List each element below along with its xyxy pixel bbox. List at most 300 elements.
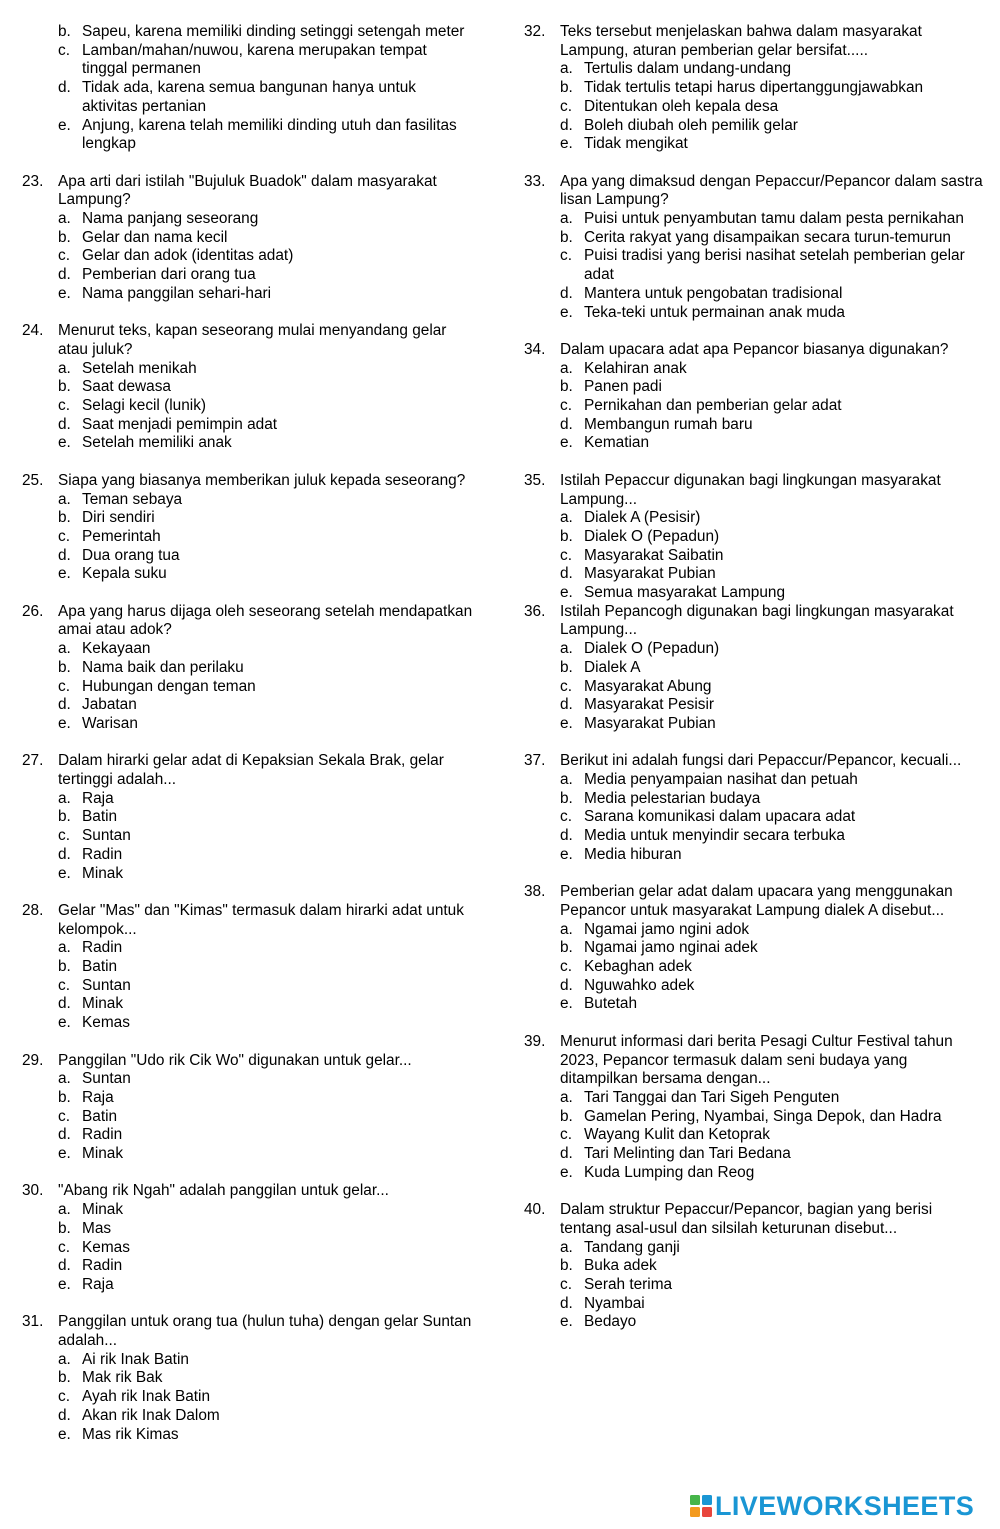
right-question-list [524,23,984,1332]
answer-option [524,977,984,996]
question-stem [524,341,984,360]
option-list [22,210,474,304]
answer-option [524,98,984,117]
option-letter: a. [560,359,573,377]
answer-option [22,285,474,304]
option-letter: e. [560,434,573,452]
question-text: "Abang rik Ngah" adalah panggilan untuk gelar... [58,1182,389,1200]
question-stem [524,883,984,920]
option-text: Pemberian dari orang tua [82,266,256,284]
option-letter: d. [58,79,71,97]
option-text: Kematian [584,434,650,452]
option-text: Kepala suku [82,565,167,583]
answer-option [22,640,474,659]
option-text: Masyarakat Saibatin [584,546,724,564]
answer-option [524,1108,984,1127]
option-text: Dialek O (Pepadun) [584,640,720,658]
answer-option [524,509,984,528]
option-text: Cerita rakyat yang disampaikan secara turun-temurun [584,228,951,246]
answer-option [524,79,984,98]
option-letter: e. [560,1313,573,1331]
carryover-option-list [22,23,474,154]
answer-option [22,416,474,435]
question-block [22,322,474,453]
option-letter: b. [560,228,573,246]
answer-option [22,434,474,453]
option-text: Suntan [82,827,131,845]
option-letter: d. [560,565,573,583]
option-letter: b. [560,658,573,676]
option-letter: b. [58,658,71,676]
answer-option [22,1145,474,1164]
question-stem [22,1313,474,1350]
answer-option [524,565,984,584]
option-letter: b. [58,958,71,976]
option-letter: e. [58,864,71,882]
answer-option [524,584,984,603]
question-block [524,603,984,734]
answer-option [22,565,474,584]
option-text: Raja [82,1088,114,1106]
option-letter: e. [560,303,573,321]
question-text: Apa arti dari istilah "Bujuluk Buadok" dalam masyarakat Lampung? [58,172,437,209]
answer-option [22,958,474,977]
answer-option [22,939,474,958]
option-text: Tidak mengikat [584,135,688,153]
answer-option [22,1089,474,1108]
option-letter: e. [58,434,71,452]
answer-option [22,790,474,809]
option-text: Pemerintah [82,527,161,545]
option-list [524,640,984,734]
option-letter: d. [58,546,71,564]
question-block [22,603,474,734]
option-list [524,771,984,865]
option-letter: a. [560,1088,573,1106]
question-text: Berikut ini adalah fungsi dari Pepaccur/Pepancor, kecuali... [560,752,962,770]
option-text: Ai rik Inak Batin [82,1350,189,1368]
question-number: 35. [524,471,546,489]
question-block [524,173,984,323]
question-block [524,23,984,154]
option-text: Media untuk menyindir secara terbuka [584,827,845,845]
option-letter: a. [58,789,71,807]
option-text: Pernikahan dan pemberian gelar adat [584,397,842,415]
option-letter: c. [560,247,572,265]
question-text: Menurut teks, kapan seseorang mulai menyandang gelar atau juluk? [58,322,447,358]
option-text: Selagi kecil (lunik) [82,397,207,415]
option-letter: e. [560,135,573,153]
answer-option [22,1407,474,1426]
question-block [524,1033,984,1183]
answer-option [524,1164,984,1183]
option-text: Media penyampaian nasihat dan petuah [584,771,858,789]
option-letter: c. [560,1126,572,1144]
question-stem [22,752,474,789]
question-text: Menurut informasi dari berita Pesagi Cultur Festival tahun 2023, Pepancor termasuk dalam seni budaya yang ditampilkan bersama dengan... [560,1032,953,1088]
option-text: Nguwahko adek [584,976,695,994]
answer-option [22,1126,474,1145]
option-letter: a. [560,509,573,527]
answer-option [524,229,984,248]
answer-option [524,846,984,865]
option-letter: e. [560,995,573,1013]
option-text: Ngamai jamo ngini adok [584,920,750,938]
option-list [524,1239,984,1333]
option-text: Anjung, karena telah memiliki dinding utuh dan fasilitas lengkap [82,116,457,153]
question-stem [22,472,474,491]
option-text: Lamban/mahan/nuwou, karena merupakan tempat tinggal permanen [82,41,427,78]
option-text: Mas [82,1219,112,1237]
question-block [22,1182,474,1294]
option-letter: e. [560,845,573,863]
question-stem [524,603,984,640]
option-letter: a. [58,1350,71,1368]
option-text: Minak [82,995,124,1013]
question-block [22,1052,474,1164]
option-list [22,939,474,1033]
option-letter: c. [58,397,70,415]
option-letter: c. [560,808,572,826]
question-text: Apa yang harus dijaga oleh seseorang setelah mendapatkan amai atau adok? [58,602,473,639]
option-text: Kuda Lumping dan Reog [584,1163,755,1181]
answer-option [524,304,984,323]
answer-option [22,1426,474,1445]
option-text: Dua orang tua [82,546,180,564]
option-letter: a. [560,210,573,228]
answer-option [524,659,984,678]
option-text: Tandang ganji [584,1238,680,1256]
answer-option [22,995,474,1014]
option-letter: c. [560,958,572,976]
option-text: Jabatan [82,696,137,714]
question-block [524,1201,984,1332]
question-stem [22,603,474,640]
answer-option [22,397,474,416]
option-letter: b. [58,378,71,396]
answer-option [524,1295,984,1314]
answer-option [22,378,474,397]
question-number: 31. [22,1313,44,1331]
option-letter: a. [560,1238,573,1256]
answer-option [524,210,984,229]
option-text: Akan rik Inak Dalom [82,1406,220,1424]
option-text: Sarana komunikasi dalam upacara adat [584,808,856,826]
answer-option [524,117,984,136]
question-stem [22,1052,474,1071]
option-text: Teka-teki untuk permainan anak muda [584,303,845,321]
question-number: 32. [524,23,546,40]
option-letter: a. [58,1201,71,1219]
option-text: Masyarakat Abung [584,677,712,695]
answer-option [22,117,474,154]
option-letter: b. [58,23,71,40]
answer-option [22,247,474,266]
brand-name: LIVEWORKSHEETS [715,1490,975,1521]
question-block [22,902,474,1033]
option-letter: d. [560,696,573,714]
option-letter: d. [560,284,573,302]
answer-option [22,1014,474,1033]
option-text: Media hiburan [584,845,682,863]
question-number: 34. [524,340,546,358]
answer-option [524,434,984,453]
answer-option [524,1276,984,1295]
answer-option [524,921,984,940]
question-block [524,752,984,864]
question-text: Istilah Pepancogh digunakan bagi lingkungan masyarakat Lampung... [560,602,954,639]
option-text: Puisi untuk penyambutan tamu dalam pesta pernikahan [584,210,964,228]
question-stem [524,173,984,210]
question-stem [524,472,984,509]
option-text: Ditentukan oleh kepala desa [584,97,779,115]
option-text: Gelar dan nama kecil [82,228,228,246]
option-list [22,790,474,884]
option-text: Dialek A [584,658,641,676]
option-letter: d. [560,1294,573,1312]
question-text: Apa yang dimaksud dengan Pepaccur/Pepancor dalam sastra lisan Lampung? [560,172,983,209]
answer-option [524,771,984,790]
answer-option [22,1351,474,1370]
option-letter: d. [58,995,71,1013]
question-stem [524,1033,984,1089]
option-text: Diri sendiri [82,509,155,527]
option-text: Gelar dan adok (identitas adat) [82,247,294,265]
answer-option [22,1257,474,1276]
question-number: 24. [22,322,44,340]
option-letter: d. [560,1145,573,1163]
answer-option [524,135,984,154]
answer-option [524,790,984,809]
option-letter: c. [58,527,70,545]
option-text: Raja [82,789,114,807]
answer-option [524,60,984,79]
option-letter: a. [560,771,573,789]
answer-option [22,547,474,566]
carryover-options [22,23,474,154]
question-block [524,883,984,1014]
option-letter: d. [58,415,71,433]
answer-option [22,266,474,285]
answer-option [22,1276,474,1295]
option-letter: c. [58,1107,70,1125]
option-text: Nyambai [584,1294,645,1312]
option-text: Raja [82,1275,114,1293]
option-letter: b. [58,228,71,246]
option-text: Buka adek [584,1257,657,1275]
option-letter: d. [58,696,71,714]
answer-option [524,827,984,846]
option-text: Nama panggilan sehari-hari [82,284,272,302]
option-letter: d. [560,116,573,134]
question-text: Panggilan "Udo rik Cik Wo" digunakan untuk gelar... [58,1051,412,1069]
option-letter: e. [560,1163,573,1181]
question-stem [22,322,474,359]
answer-option [524,808,984,827]
option-text: Masyarakat Pubian [584,714,716,732]
answer-option [22,659,474,678]
answer-option [22,1239,474,1258]
question-text: Istilah Pepaccur digunakan bagi lingkungan masyarakat Lampung... [560,471,941,508]
answer-option [22,678,474,697]
option-list [524,60,984,154]
option-letter: e. [58,1425,71,1443]
option-text: Batin [82,808,118,826]
option-letter: b. [560,79,573,97]
option-text: Kebaghan adek [584,958,692,976]
option-text: Tari Melinting dan Tari Bedana [584,1145,791,1163]
answer-option [22,977,474,996]
answer-option [524,378,984,397]
option-text: Membangun rumah baru [584,415,753,433]
option-text: Wayang Kulit dan Ketoprak [584,1126,770,1144]
option-text: Kelahiran anak [584,359,687,377]
option-text: Dialek O (Pepadun) [584,527,720,545]
option-text: Tidak tertulis tetapi harus dipertanggungjawabkan [584,79,924,97]
question-block [22,472,474,584]
answer-option [22,210,474,229]
option-list [524,509,984,603]
option-text: Warisan [82,714,138,732]
option-text: Kemas [82,1014,130,1032]
option-letter: e. [58,1014,71,1032]
answer-option [524,1126,984,1145]
option-letter: a. [58,210,71,228]
option-letter: b. [58,1088,71,1106]
answer-option [524,1145,984,1164]
question-block [22,752,474,883]
answer-option [22,79,474,116]
option-text: Hubungan dengan teman [82,677,256,695]
option-list [524,1089,984,1183]
option-text: Teman sebaya [82,490,183,508]
option-letter: c. [58,827,70,845]
question-number: 36. [524,602,546,620]
answer-option [22,715,474,734]
question-stem [22,902,474,939]
question-text: Dalam struktur Pepaccur/Pepancor, bagian yang berisi tentang asal-usul dan silsilah keturunan disebut... [560,1201,933,1237]
answer-option [22,1388,474,1407]
option-letter: d. [58,845,71,863]
question-block [22,1313,474,1444]
answer-option [524,958,984,977]
option-letter: a. [560,640,573,658]
option-text: Semua masyarakat Lampung [584,584,786,602]
answer-option [524,696,984,715]
option-text: Ngamai jamo nginai adek [584,939,758,957]
option-text: Radin [82,1126,123,1144]
option-text: Radin [82,845,123,863]
answer-option [524,416,984,435]
question-stem [524,23,984,60]
question-number: 37. [524,752,546,770]
option-text: Mak rik Bak [82,1369,163,1387]
option-letter: c. [560,1276,572,1293]
question-stem [524,1201,984,1238]
option-text: Tari Tanggai dan Tari Sigeh Penguten [584,1088,840,1106]
option-text: Minak [82,1201,124,1219]
option-text: Nama baik dan perilaku [82,658,244,676]
option-letter: a. [560,60,573,78]
right-column [524,23,984,1351]
option-letter: b. [560,1107,573,1125]
answer-option [22,808,474,827]
option-letter: b. [560,378,573,396]
option-text: Batin [82,1107,118,1125]
question-stem [22,1182,474,1201]
option-text: Nama panjang seseorang [82,210,259,228]
question-text: Pemberian gelar adat dalam upacara yang menggunakan Pepancor untuk masyarakat Lampung dialek A disebut... [560,883,953,919]
option-text: Batin [82,958,118,976]
option-list [524,210,984,322]
option-text: Bedayo [584,1313,637,1331]
option-text: Mas rik Kimas [82,1425,179,1443]
option-letter: d. [58,266,71,284]
option-text: Butetah [584,995,638,1013]
question-text: Teks tersebut menjelaskan bahwa dalam masyarakat Lampung, aturan pemberian gelar bersifat..... [560,23,922,59]
option-text: Sapeu, karena memiliki dinding setinggi setengah meter [82,23,465,40]
option-text: Suntan [82,976,131,994]
option-letter: c. [560,397,572,415]
option-letter: c. [58,976,70,994]
question-stem [22,173,474,210]
answer-option [524,1239,984,1258]
option-text: Kemas [82,1238,130,1256]
option-text: Masyarakat Pesisir [584,696,715,714]
option-letter: d. [560,976,573,994]
option-text: Tertulis dalam undang-undang [584,60,792,78]
option-letter: a. [58,939,71,957]
option-text: Saat dewasa [82,378,171,396]
option-text: Radin [82,1257,123,1275]
answer-option [22,229,474,248]
option-list [524,921,984,1015]
question-number: 39. [524,1032,546,1050]
answer-option [22,1070,474,1089]
option-letter: e. [58,1275,71,1293]
left-question-list [22,173,474,1445]
option-letter: e. [58,714,71,732]
option-text: Tidak ada, karena semua bangunan hanya untuk aktivitas pertanian [82,79,416,115]
question-block [524,341,984,453]
option-letter: c. [58,1388,70,1406]
option-letter: b. [58,808,71,826]
answer-option [22,865,474,884]
option-letter: d. [560,827,573,845]
option-list [22,491,474,585]
option-text: Radin [82,939,123,957]
option-letter: b. [560,939,573,957]
question-number: 38. [524,883,546,901]
question-text: Panggilan untuk orang tua (hulun tuha) dengan gelar Suntan adalah... [58,1313,472,1350]
answer-option [22,23,474,42]
question-block [22,173,474,304]
option-text: Dialek A (Pesisir) [584,509,701,527]
option-text: Ayah rik Inak Batin [82,1388,211,1406]
question-stem [524,752,984,771]
option-letter: c. [58,247,70,265]
option-letter: e. [58,565,71,583]
option-text: Media pelestarian budaya [584,789,761,807]
option-text: Masyarakat Pubian [584,565,716,583]
answer-option [22,696,474,715]
answer-option [524,397,984,416]
answer-option [22,528,474,547]
option-list [22,360,474,454]
answer-option [524,640,984,659]
answer-option [524,247,984,284]
answer-option [22,1220,474,1239]
